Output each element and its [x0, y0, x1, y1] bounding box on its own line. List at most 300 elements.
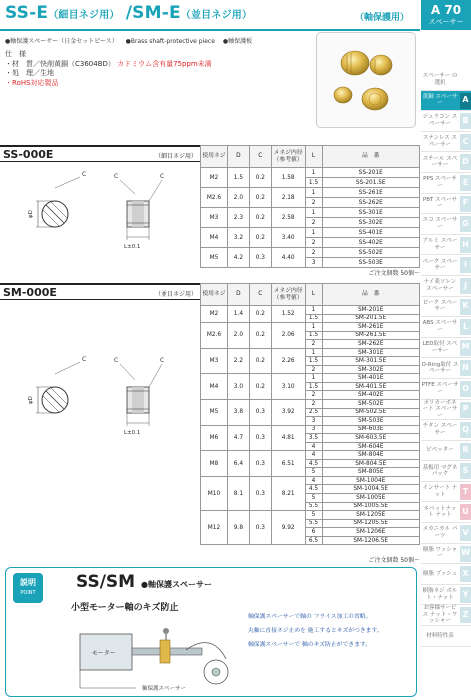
- sm-section: [0, 283, 420, 563]
- table-cell-length: 4.5: [305, 459, 322, 468]
- table-cell-length: 3.5: [305, 434, 322, 443]
- table-cell-length: 3: [305, 417, 322, 426]
- sm-section-header: [0, 283, 200, 300]
- sidebar-item-label: スペーサー の選択: [422, 73, 458, 86]
- ss-drawing-side: [120, 180, 162, 240]
- table-cell-part-number: SS-201.5E: [322, 178, 419, 188]
- table-cell-c: 0.3: [249, 511, 271, 545]
- sidebar-item-letter: G: [460, 216, 471, 232]
- table-cell-part-number: SS-301E: [322, 208, 419, 218]
- table-cell-length: 1: [305, 188, 322, 198]
- sidebar-item[interactable]: [421, 317, 471, 338]
- sidebar-item-letter: O: [460, 381, 471, 397]
- table-cell-c: 0.2: [249, 374, 271, 400]
- table-cell-part-number: SS-503E: [322, 258, 419, 268]
- table-cell-length: 1.5: [305, 314, 322, 323]
- table-cell-length: 2: [305, 391, 322, 400]
- table-cell-length: 6: [305, 528, 322, 537]
- table-cell-length: 2: [305, 400, 322, 409]
- sidebar-item-letter: L: [460, 319, 471, 335]
- table-row: [201, 228, 420, 238]
- table-cell-screw: M2: [201, 168, 228, 188]
- table-cell-d: 3.8: [227, 400, 249, 426]
- table-cell-length: 4: [305, 451, 322, 460]
- table-cell-length: 2: [305, 238, 322, 248]
- sm-label-d: φD: [28, 396, 34, 404]
- table-cell-length: 2: [305, 198, 322, 208]
- table-header-cell: C: [249, 284, 271, 306]
- table-cell-c: 0.3: [249, 425, 271, 451]
- table-cell-length: 1.5: [305, 382, 322, 391]
- table-cell-part-number: SM-261.5E: [322, 331, 420, 340]
- sm-section-type: （並目ネジ用）: [154, 291, 197, 298]
- table-cell-part-number: SM-401E: [322, 374, 420, 383]
- rohs-note: ・RoHS対応製品: [5, 78, 59, 87]
- table-header-row: [201, 284, 420, 306]
- table-cell-length: 5.5: [305, 519, 322, 528]
- sidebar-item[interactable]: [421, 111, 471, 132]
- sidebar-item-label: ステンレス スペーサー: [422, 135, 458, 148]
- table-cell-inner: 3.10: [271, 374, 305, 400]
- sidebar-item[interactable]: [421, 626, 471, 647]
- table-cell-c: 0.3: [249, 248, 271, 268]
- table-cell-inner: 4.40: [271, 248, 305, 268]
- cadmium-note: カドミウム含有量75ppm未満: [117, 59, 212, 68]
- table-cell-c: 0.2: [249, 188, 271, 208]
- ss-label-l: L±0.1: [124, 244, 141, 250]
- sidebar-item-letter: A: [460, 93, 471, 109]
- sm-order-note: ご注文個数 50個〜: [368, 557, 420, 564]
- sidebar-item-label: 樹脂ネジ ボルト・ナット: [422, 588, 458, 601]
- table-cell-part-number: SS-402E: [322, 238, 419, 248]
- panel-note: 軸保護スペーサーで 軸のキズ防止ができます。: [248, 642, 371, 648]
- sidebar-item[interactable]: [421, 358, 471, 379]
- panel-headline: 小型モーター軸のキズ防止: [71, 603, 179, 613]
- panel-note: 丸軸に直接ネジ止めを 施工するとキズがつきます。: [248, 628, 383, 634]
- set-screw: [163, 628, 169, 634]
- sm-label-c-right: C: [160, 357, 165, 364]
- table-cell-screw: M5: [201, 400, 228, 426]
- sidebar-item[interactable]: [421, 502, 471, 523]
- table-cell-part-number: SM-604E: [322, 442, 420, 451]
- sidebar-item-label: PBT スペーサー: [422, 196, 458, 210]
- header-rule: [0, 29, 420, 31]
- sidebar-item[interactable]: [421, 379, 471, 400]
- table-cell-part-number: SM-402E: [322, 391, 420, 400]
- table-cell-length: 5: [305, 468, 322, 477]
- sidebar-item-letter: Y: [460, 587, 471, 603]
- sm-label-c-mid: C: [114, 357, 119, 364]
- table-cell-d: 9.8: [227, 511, 249, 545]
- sidebar-item-label: ネベットナット ナット: [423, 505, 457, 519]
- sm-spec-table: [200, 283, 420, 545]
- sidebar-item[interactable]: [421, 461, 471, 482]
- table-cell-length: 1: [305, 323, 322, 332]
- sidebar-item-letter: B: [460, 113, 471, 129]
- sidebar-item-letter: N: [460, 360, 471, 376]
- table-cell-part-number: SM-1205E: [322, 511, 420, 520]
- table-header-cell: C: [249, 146, 271, 168]
- sidebar-item-letter: Z: [460, 607, 471, 623]
- table-cell-c: 0.2: [249, 208, 271, 228]
- sidebar-item-label: PPS スペーサー: [423, 176, 457, 189]
- feature-bullets: [5, 36, 258, 45]
- table-cell-c: 0.2: [249, 323, 271, 349]
- table-cell-part-number: SS-262E: [322, 198, 419, 208]
- table-cell-part-number: SM-502.5E: [322, 408, 420, 417]
- sidebar-item-label: アルミ スペーサー: [422, 238, 458, 251]
- table-cell-screw: M4: [201, 374, 228, 400]
- bullet-item: ●Brass shaft-protective piece: [125, 38, 215, 45]
- table-cell-length: 1: [305, 228, 322, 238]
- table-cell-d: 1.5: [227, 168, 249, 188]
- table-cell-part-number: SM-603E: [322, 425, 420, 434]
- table-cell-length: 1.5: [305, 331, 322, 340]
- sidebar-item[interactable]: [421, 235, 471, 256]
- spacer-piece: [160, 640, 170, 663]
- table-cell-c: 0.2: [249, 306, 271, 323]
- sidebar-item-label: ジュラコン スペーサー: [422, 114, 458, 127]
- sidebar-item-letter: J: [460, 278, 471, 294]
- panel-note: 軸保護スペーサーで軸の フライス加工の省略。: [248, 614, 372, 620]
- sidebar-item[interactable]: [421, 420, 471, 441]
- table-cell-length: 2: [305, 218, 322, 228]
- sidebar-item[interactable]: [421, 152, 471, 173]
- table-cell-c: 0.2: [249, 168, 271, 188]
- sidebar-item-label: 樹脂 ブッシュ: [422, 570, 458, 577]
- sm-drawing-front: [36, 362, 80, 413]
- sidebar-item-letter: V: [460, 525, 471, 541]
- table-cell-c: 0.3: [249, 476, 271, 510]
- sidebar-item[interactable]: [421, 400, 471, 421]
- table-cell-part-number: SS-401E: [322, 228, 419, 238]
- spec-material: ・材 質／快削黄銅（C3604BD） カドミウム含有量75ppm未満: [5, 59, 212, 68]
- table-cell-screw: M8: [201, 451, 228, 477]
- table-header-cell: D: [227, 284, 249, 306]
- table-cell-part-number: SM-1205.5E: [322, 519, 420, 528]
- sidebar-item-label: ペーク スペーサー: [422, 258, 458, 272]
- table-row: [201, 476, 420, 485]
- table-row: [201, 348, 420, 357]
- table-header-cell: L: [305, 146, 322, 168]
- sidebar-item-letter: M: [460, 340, 471, 356]
- ss-section: [0, 145, 420, 275]
- table-cell-part-number: SM-1005.5E: [322, 502, 420, 511]
- table-cell-screw: M5: [201, 248, 228, 268]
- table-cell-d: 2.2: [227, 348, 249, 374]
- sm-drawing-side: [120, 364, 162, 426]
- title-sm-e-sub: （並目ネジ用）: [180, 10, 253, 21]
- table-row: [201, 374, 420, 383]
- sidebar-item-label: お客様サービス ナット・ワッシャー: [422, 605, 458, 625]
- table-header-cell: L: [305, 284, 322, 306]
- table-cell-length: 1: [305, 306, 322, 315]
- sidebar-item-label: メカニカル パーツ: [422, 526, 458, 539]
- bullet-item: ●軸保護板: [222, 38, 253, 45]
- sidebar-item[interactable]: [421, 544, 471, 565]
- sidebar-item[interactable]: [421, 70, 471, 91]
- table-cell-c: 0.2: [249, 228, 271, 248]
- table-cell-d: 6.4: [227, 451, 249, 477]
- ss-order-note: ご注文個数 50個〜: [368, 270, 420, 277]
- table-cell-part-number: SM-804.5E: [322, 459, 420, 468]
- sm-drawing: [0, 300, 200, 464]
- table-cell-part-number: SM-1206E: [322, 528, 420, 537]
- table-cell-length: 1.5: [305, 357, 322, 366]
- table-cell-inner: 3.40: [271, 228, 305, 248]
- table-cell-part-number: SM-1005E: [322, 494, 420, 503]
- table-cell-inner: 1.52: [271, 306, 305, 323]
- table-cell-part-number: SM-262E: [322, 340, 420, 349]
- table-cell-part-number: SM-301.5E: [322, 357, 420, 366]
- table-cell-part-number: SS-302E: [322, 218, 419, 228]
- table-cell-length: 3: [305, 425, 322, 434]
- table-cell-screw: M2.6: [201, 188, 228, 208]
- sidebar-item-letter: D: [460, 154, 471, 170]
- sidebar-item[interactable]: [421, 214, 471, 235]
- table-cell-c: 0.2: [249, 348, 271, 374]
- table-cell-length: 5.5: [305, 502, 322, 511]
- table-cell-inner: 2.18: [271, 188, 305, 208]
- sidebar-item-letter: S: [460, 463, 471, 479]
- table-cell-length: 2: [305, 365, 322, 374]
- spec-heading: 仕 様: [5, 50, 26, 58]
- panel-notes: [248, 613, 413, 655]
- table-row: [201, 511, 420, 520]
- spec-finish: ・処 理／生地: [5, 69, 54, 77]
- ss-section-name: SS-000E: [3, 148, 54, 161]
- table-row: [201, 306, 420, 315]
- motor-label: モーター: [92, 650, 116, 657]
- sidebar-item[interactable]: [421, 194, 471, 215]
- table-cell-inner: 2.58: [271, 208, 305, 228]
- spec-block: [5, 50, 212, 88]
- bullet-item: ●軸保護スペーサー（日金セットピース）: [5, 38, 118, 45]
- table-cell-screw: M6: [201, 425, 228, 451]
- table-row: [201, 168, 420, 178]
- table-cell-length: 5: [305, 494, 322, 503]
- sidebar-item[interactable]: [421, 441, 471, 462]
- sidebar-item[interactable]: [421, 276, 471, 297]
- sidebar-item-label: O-Ring取付 スペーサー: [421, 361, 459, 375]
- sm-label-l: L±0.1: [124, 430, 141, 436]
- sidebar-item-label: 黄銅 スペーサー: [422, 93, 458, 107]
- table-cell-part-number: SM-201.5E: [322, 314, 420, 323]
- spacer-label: 軸保護スペーサー: [142, 686, 187, 692]
- table-cell-length: 2: [305, 340, 322, 349]
- ss-label-c-left: C: [82, 171, 87, 178]
- table-cell-screw: M4: [201, 228, 228, 248]
- motor-illustration: [66, 614, 244, 696]
- title-ss-e: SS-E: [5, 3, 49, 23]
- table-header-cell: 品 番: [322, 284, 420, 306]
- ss-drawing: [0, 162, 200, 276]
- table-row: [201, 451, 420, 460]
- ss-spec-table: [200, 145, 420, 268]
- table-cell-inner: 6.51: [271, 451, 305, 477]
- table-cell-part-number: SM-804E: [322, 451, 420, 460]
- sidebar-item-letter: I: [460, 257, 471, 273]
- table-row: [201, 425, 420, 434]
- sidebar-item-label: エコ スペーサー: [422, 217, 458, 230]
- table-cell-inner: 4.81: [271, 425, 305, 451]
- ss-drawing-front: [36, 177, 80, 227]
- point-badge: [13, 573, 43, 603]
- table-cell-length: 5: [305, 511, 322, 520]
- table-cell-length: 4: [305, 476, 322, 485]
- sidebar-item-label: ピペッター: [426, 447, 454, 454]
- sm-section-name: SM-000E: [3, 286, 57, 299]
- table-cell-d: 4.7: [227, 425, 249, 451]
- table-cell-length: 4: [305, 442, 322, 451]
- table-cell-length: 1.5: [305, 178, 322, 188]
- table-cell-part-number: SM-805E: [322, 468, 420, 477]
- sidebar-item-letter: E: [460, 175, 471, 191]
- sidebar-item-letter: T: [460, 484, 471, 500]
- table-cell-d: 1.4: [227, 306, 249, 323]
- sidebar-item-label: 材料特性表: [426, 632, 454, 639]
- table-cell-part-number: SM-301E: [322, 348, 420, 357]
- sidebar-item-label: インサート ナット: [422, 485, 458, 498]
- table-cell-inner: 8.21: [271, 476, 305, 510]
- sidebar-item-label: ポリカーボネート スペーサー: [422, 399, 458, 419]
- sidebar-item-label: チタン スペーサー: [422, 423, 458, 436]
- table-row: [201, 400, 420, 409]
- sidebar-item-letter: C: [460, 134, 471, 150]
- sidebar-item-label: ABS スペーサー: [422, 320, 458, 333]
- table-cell-inner: 2.26: [271, 348, 305, 374]
- table-cell-part-number: SM-1004.5E: [322, 485, 420, 494]
- table-cell-length: 1: [305, 374, 322, 383]
- sidebar-item[interactable]: [421, 173, 471, 194]
- ss-section-header: [0, 145, 200, 162]
- point-badge-top: 説明: [20, 578, 36, 587]
- panel-title-sub: ●軸保護スペーサー: [141, 580, 212, 589]
- sidebar-item-label: PTFE スペーサー: [421, 382, 459, 395]
- ss-label-d: φD: [28, 210, 34, 218]
- table-cell-part-number: SM-401.5E: [322, 382, 420, 391]
- table-cell-length: 1: [305, 168, 322, 178]
- sidebar-item-label: ナイ菱ソレン スペーサー: [423, 279, 457, 292]
- table-cell-d: 3.0: [227, 374, 249, 400]
- table-cell-inner: 9.92: [271, 511, 305, 545]
- table-cell-length: 1: [305, 208, 322, 218]
- table-header-cell: メネジ内径（参考値）: [271, 284, 305, 306]
- table-header-cell: 品 番: [322, 146, 419, 168]
- sidebar-item-letter: X: [460, 566, 471, 582]
- table-cell-part-number: SM-261E: [322, 323, 420, 332]
- category-sidebar: [421, 70, 471, 647]
- table-cell-length: 1: [305, 348, 322, 357]
- table-cell-d: 8.1: [227, 476, 249, 510]
- table-cell-part-number: SS-201E: [322, 168, 419, 178]
- panel-title: SS/SM ●軸保護スペーサー: [76, 572, 212, 592]
- table-cell-part-number: SM-201E: [322, 306, 420, 315]
- sidebar-item-label: ピーク スペーサー: [422, 299, 458, 313]
- table-header-cell: 使用ネジ: [201, 284, 228, 306]
- point-panel: [5, 567, 417, 697]
- table-cell-length: 3: [305, 258, 322, 268]
- ss-label-c-mid: C: [114, 173, 119, 180]
- table-cell-inner: 1.58: [271, 168, 305, 188]
- table-cell-part-number: SM-503E: [322, 417, 420, 426]
- title-sm-e: /SM-E: [125, 3, 181, 23]
- ss-section-type: （細目ネジ用）: [154, 153, 197, 160]
- table-row: [201, 208, 420, 218]
- sidebar-item-letter: F: [460, 196, 471, 212]
- table-header-cell: D: [227, 146, 249, 168]
- table-cell-length: 2.5: [305, 408, 322, 417]
- sidebar-item-label: LED取付 スペーサー: [422, 341, 458, 354]
- table-cell-screw: M2: [201, 306, 228, 323]
- table-cell-d: 2.0: [227, 323, 249, 349]
- sidebar-item[interactable]: [421, 564, 471, 585]
- table-cell-screw: M3: [201, 208, 228, 228]
- sidebar-item[interactable]: [421, 523, 471, 544]
- page-header: [0, 0, 420, 30]
- sidebar-item[interactable]: [421, 297, 471, 318]
- title-ss-e-sub: （細目ネジ用）: [48, 10, 120, 21]
- sidebar-item[interactable]: [421, 585, 471, 606]
- header-note: （軸保護用）: [355, 13, 410, 23]
- sidebar-item-letter: R: [460, 443, 471, 459]
- table-cell-d: 2.3: [227, 208, 249, 228]
- table-cell-screw: M3: [201, 348, 228, 374]
- sidebar-item-letter: W: [460, 546, 471, 562]
- table-cell-part-number: SM-1206.5E: [322, 536, 420, 545]
- page-sub: スペーサー: [428, 18, 464, 26]
- sidebar-item-letter: P: [460, 402, 471, 418]
- sidebar-item-label: スチール スペーサー: [422, 155, 458, 169]
- sidebar-item-label: 樹脂 ワッシャー: [422, 546, 458, 560]
- sidebar-item[interactable]: [421, 91, 471, 112]
- sidebar-item[interactable]: [421, 482, 471, 503]
- sidebar-item-label: 基板用 マグネパック: [422, 464, 458, 478]
- table-cell-part-number: SM-1004E: [322, 476, 420, 485]
- table-row: [201, 323, 420, 332]
- table-cell-d: 4.2: [227, 248, 249, 268]
- table-cell-part-number: SM-502E: [322, 400, 420, 409]
- page-title: [5, 3, 252, 23]
- sidebar-item[interactable]: [421, 132, 471, 153]
- brass-piece-image: [334, 51, 392, 110]
- table-cell-part-number: SM-302E: [322, 365, 420, 374]
- table-cell-d: 3.2: [227, 228, 249, 248]
- page-tab: [421, 0, 471, 30]
- table-cell-part-number: SS-261E: [322, 188, 419, 198]
- table-cell-inner: 2.06: [271, 323, 305, 349]
- sidebar-item-letter: H: [460, 237, 471, 253]
- table-header-cell: 使用ネジ: [201, 146, 228, 168]
- sidebar-item[interactable]: [421, 255, 471, 276]
- sidebar-item[interactable]: [421, 338, 471, 359]
- table-cell-d: 2.0: [227, 188, 249, 208]
- page-code: A 70: [430, 3, 462, 17]
- table-cell-screw: M10: [201, 476, 228, 510]
- table-cell-c: 0.3: [249, 400, 271, 426]
- ss-label-c-right: C: [160, 173, 165, 180]
- sidebar-item-letter: Q: [460, 422, 471, 438]
- point-badge-bottom: POINT: [20, 590, 36, 596]
- table-cell-inner: 3.92: [271, 400, 305, 426]
- table-header-row: [201, 146, 420, 168]
- table-row: [201, 248, 420, 258]
- sidebar-item[interactable]: [421, 605, 471, 626]
- sidebar-item-letter: K: [460, 299, 471, 315]
- table-cell-screw: M2.6: [201, 323, 228, 349]
- table-cell-part-number: SS-502E: [322, 248, 419, 258]
- table-row: [201, 188, 420, 198]
